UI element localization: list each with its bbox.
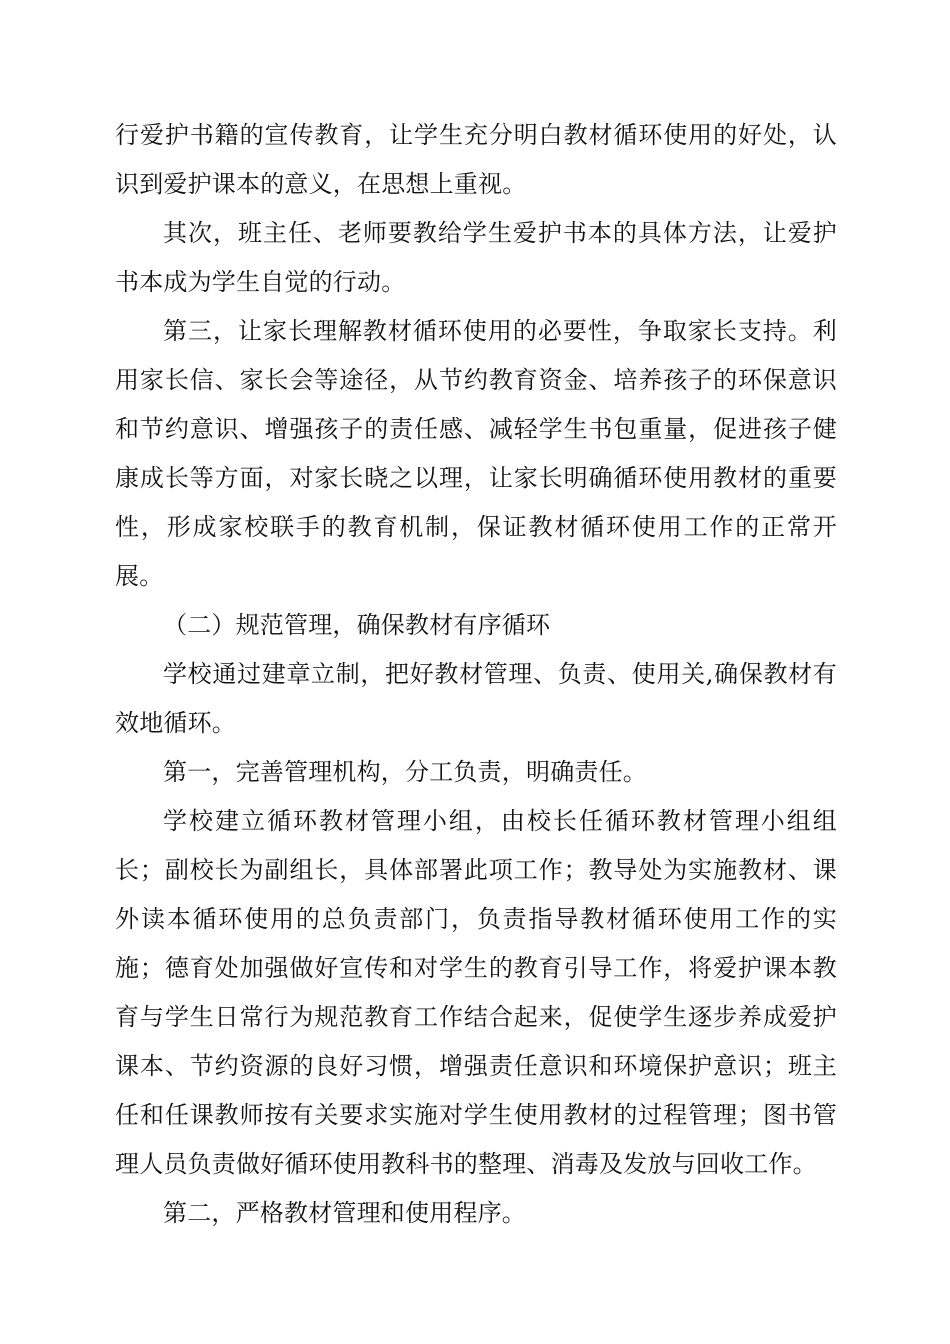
paragraph-6: 第一，完善管理机构，分工负责，明确责任。 (163, 758, 647, 786)
document-body (115, 111, 837, 1238)
paragraph-5: 学校通过建章立制，把好教材管理、负责、使用关,确保教材有效地循环。 (115, 660, 837, 737)
paragraph-3: 第三，让家长理解教材循环使用的必要性，争取家长支持。利用家长信、家长会等途径，从节约教育资金、培养孩子的环保意识和节约意识、增强孩子的责任感、减轻学生书包重量，促进孩子健康成长等方面，对家长晓之以理，让家长明确循环使用教材的重要性，形成家校联手的教育机制，保证教材循环使用工作的正常开展。 (115, 317, 837, 590)
section-heading: （二）规范管理，确保教材有序循环 (163, 611, 551, 639)
paragraph-1: 行爱护书籍的宣传教育，让学生充分明白教材循环使用的好处，认识到爱护课本的意义，在思想上重视。 (115, 121, 837, 198)
paragraph-7: 学校建立循环教材管理小组，由校长任循环教材管理小组组长；副校长为副组长，具体部署此项工作；教导处为实施教材、课外读本循环使用的总负责部门，负责指导教材循环使用工作的实施；德育处加强做好宣传和对学生的教育引导工作，将爱护课本教育与学生日常行为规范教育工作结合起来，促使学生逐步养成爱护课本、节约资源的良好习惯，增强责任意识和环境保护意识；班主任和任课教师按有关要求实施对学生使用教材的过程管理；图书管理人员负责做好循环使用教科书的整理、消毒及发放与回收工作。 (115, 807, 837, 1178)
paragraph-2: 其次，班主任、老师要教给学生爱护书本的具体方法，让爱护书本成为学生自觉的行动。 (115, 219, 837, 296)
paragraph-8: 第二，严格教材管理和使用程序。 (163, 1199, 526, 1227)
